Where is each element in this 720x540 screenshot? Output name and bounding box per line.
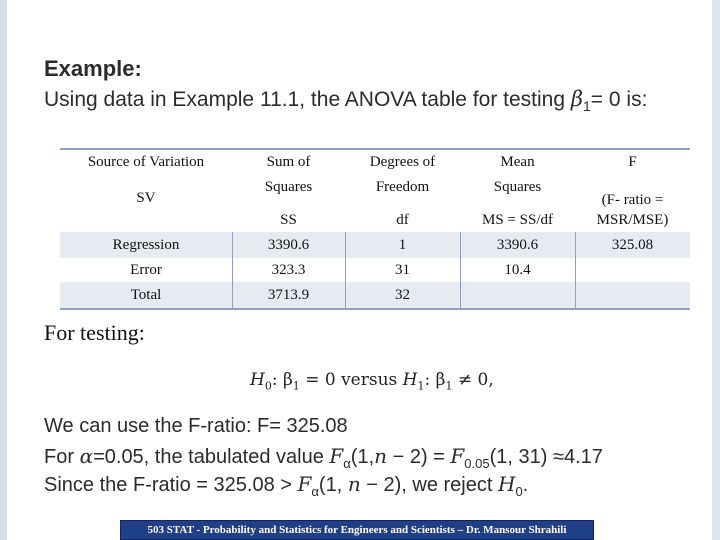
row-total-ss: 3713.9 <box>267 287 310 303</box>
subtitle-prefix: Using data in Example 11.1, the ANOVA table for testing <box>44 88 571 111</box>
line3-part-c: − 2), we reject <box>360 474 498 496</box>
subtitle-suffix: = 0 is: <box>590 88 648 111</box>
line2-F2-sub: 0.05 <box>464 456 490 471</box>
row-error-source: Error <box>130 262 162 278</box>
line2-F-sub: α <box>343 456 351 471</box>
conclusion-line-1: We can use the F-ratio: F= 325.08 <box>44 415 348 437</box>
h1-expr: : β <box>424 370 446 390</box>
h1-symbol: H <box>402 370 418 390</box>
row-total-df: 32 <box>395 287 410 303</box>
line3-H: H <box>497 472 516 496</box>
line3-part-d: . <box>522 474 529 496</box>
header-ms-formula: MS = SS/df <box>482 212 553 228</box>
line2-F2: F <box>450 444 465 468</box>
header-df: df <box>396 212 409 228</box>
header-sv: SV <box>136 190 156 206</box>
line3-part-a: Since the F-ratio = 325.08 > <box>44 474 298 496</box>
h0-beta-sub: 1 <box>292 379 300 393</box>
header-freedom: Freedom <box>375 179 430 195</box>
line2-F: F <box>329 444 344 468</box>
conclusion-line-2 <box>44 444 603 471</box>
h0-expr: : β <box>271 370 293 390</box>
footer-bar: 503 STAT - Probability and Statistics for Engineers and Scientists – Dr. Mansour Shrahili <box>120 520 594 540</box>
header-squares-ms: Squares <box>493 179 542 195</box>
header-source-of-variation: Source of Variation <box>87 154 205 170</box>
anova-table <box>60 148 690 308</box>
line2-n: n <box>374 444 388 468</box>
header-mean: Mean <box>500 154 535 170</box>
row-regression-ms: 3390.6 <box>496 237 539 253</box>
h1-beta-sub: 1 <box>445 379 453 393</box>
line2-part-d: − 2) = <box>387 446 451 468</box>
header-sum-of: Sum of <box>266 154 311 170</box>
h1-sub: 1 <box>417 379 425 393</box>
line2-part-a: For <box>44 446 80 468</box>
line2-part-c: (1, <box>350 446 375 468</box>
line3-F: F <box>297 472 312 496</box>
row-error-df: 31 <box>395 262 410 278</box>
left-border <box>0 0 7 540</box>
h1-rest: ≠ 0, <box>452 370 494 390</box>
line3-part-b: (1, <box>318 474 348 496</box>
line3-H-sub: 0 <box>515 484 523 499</box>
h0-sub: 0 <box>264 379 272 393</box>
slide-title: Example: <box>44 56 142 81</box>
line2-part-b: =0.05, the tabulated value <box>93 446 330 468</box>
row-regression-df: 1 <box>398 237 407 253</box>
h0-rest: = 0 versus <box>299 370 403 390</box>
header-f: F <box>628 154 637 170</box>
line3-F-sub: α <box>311 484 319 499</box>
row-regression-ss: 3390.6 <box>267 237 310 253</box>
row-regression-source: Regression <box>112 237 180 253</box>
row-error-ss: 323.3 <box>271 262 306 278</box>
subtitle-beta-sub: 1 <box>583 98 591 115</box>
hypotheses <box>250 370 494 392</box>
header-msr-mse: MSR/MSE) <box>596 212 669 228</box>
slide-subtitle <box>44 87 647 114</box>
row-error-ms: 10.4 <box>504 262 531 278</box>
right-border <box>712 0 720 540</box>
header-ss: SS <box>280 212 297 228</box>
header-degrees-of: Degrees of <box>369 154 436 170</box>
line3-n: n <box>347 472 361 496</box>
subtitle-beta: β <box>570 87 583 111</box>
line2-part-e: (1, 31) ≈4.17 <box>489 446 603 468</box>
h0-symbol: H <box>250 370 265 390</box>
row-regression-f: 325.08 <box>611 237 654 253</box>
for-testing-label: For testing: <box>44 320 145 345</box>
line2-alpha: α <box>79 444 94 468</box>
header-squares: Squares <box>264 179 313 195</box>
header-f-ratio: (F- ratio = <box>601 192 664 208</box>
row-total-source: Total <box>130 287 162 303</box>
conclusion-line-3 <box>44 472 528 499</box>
